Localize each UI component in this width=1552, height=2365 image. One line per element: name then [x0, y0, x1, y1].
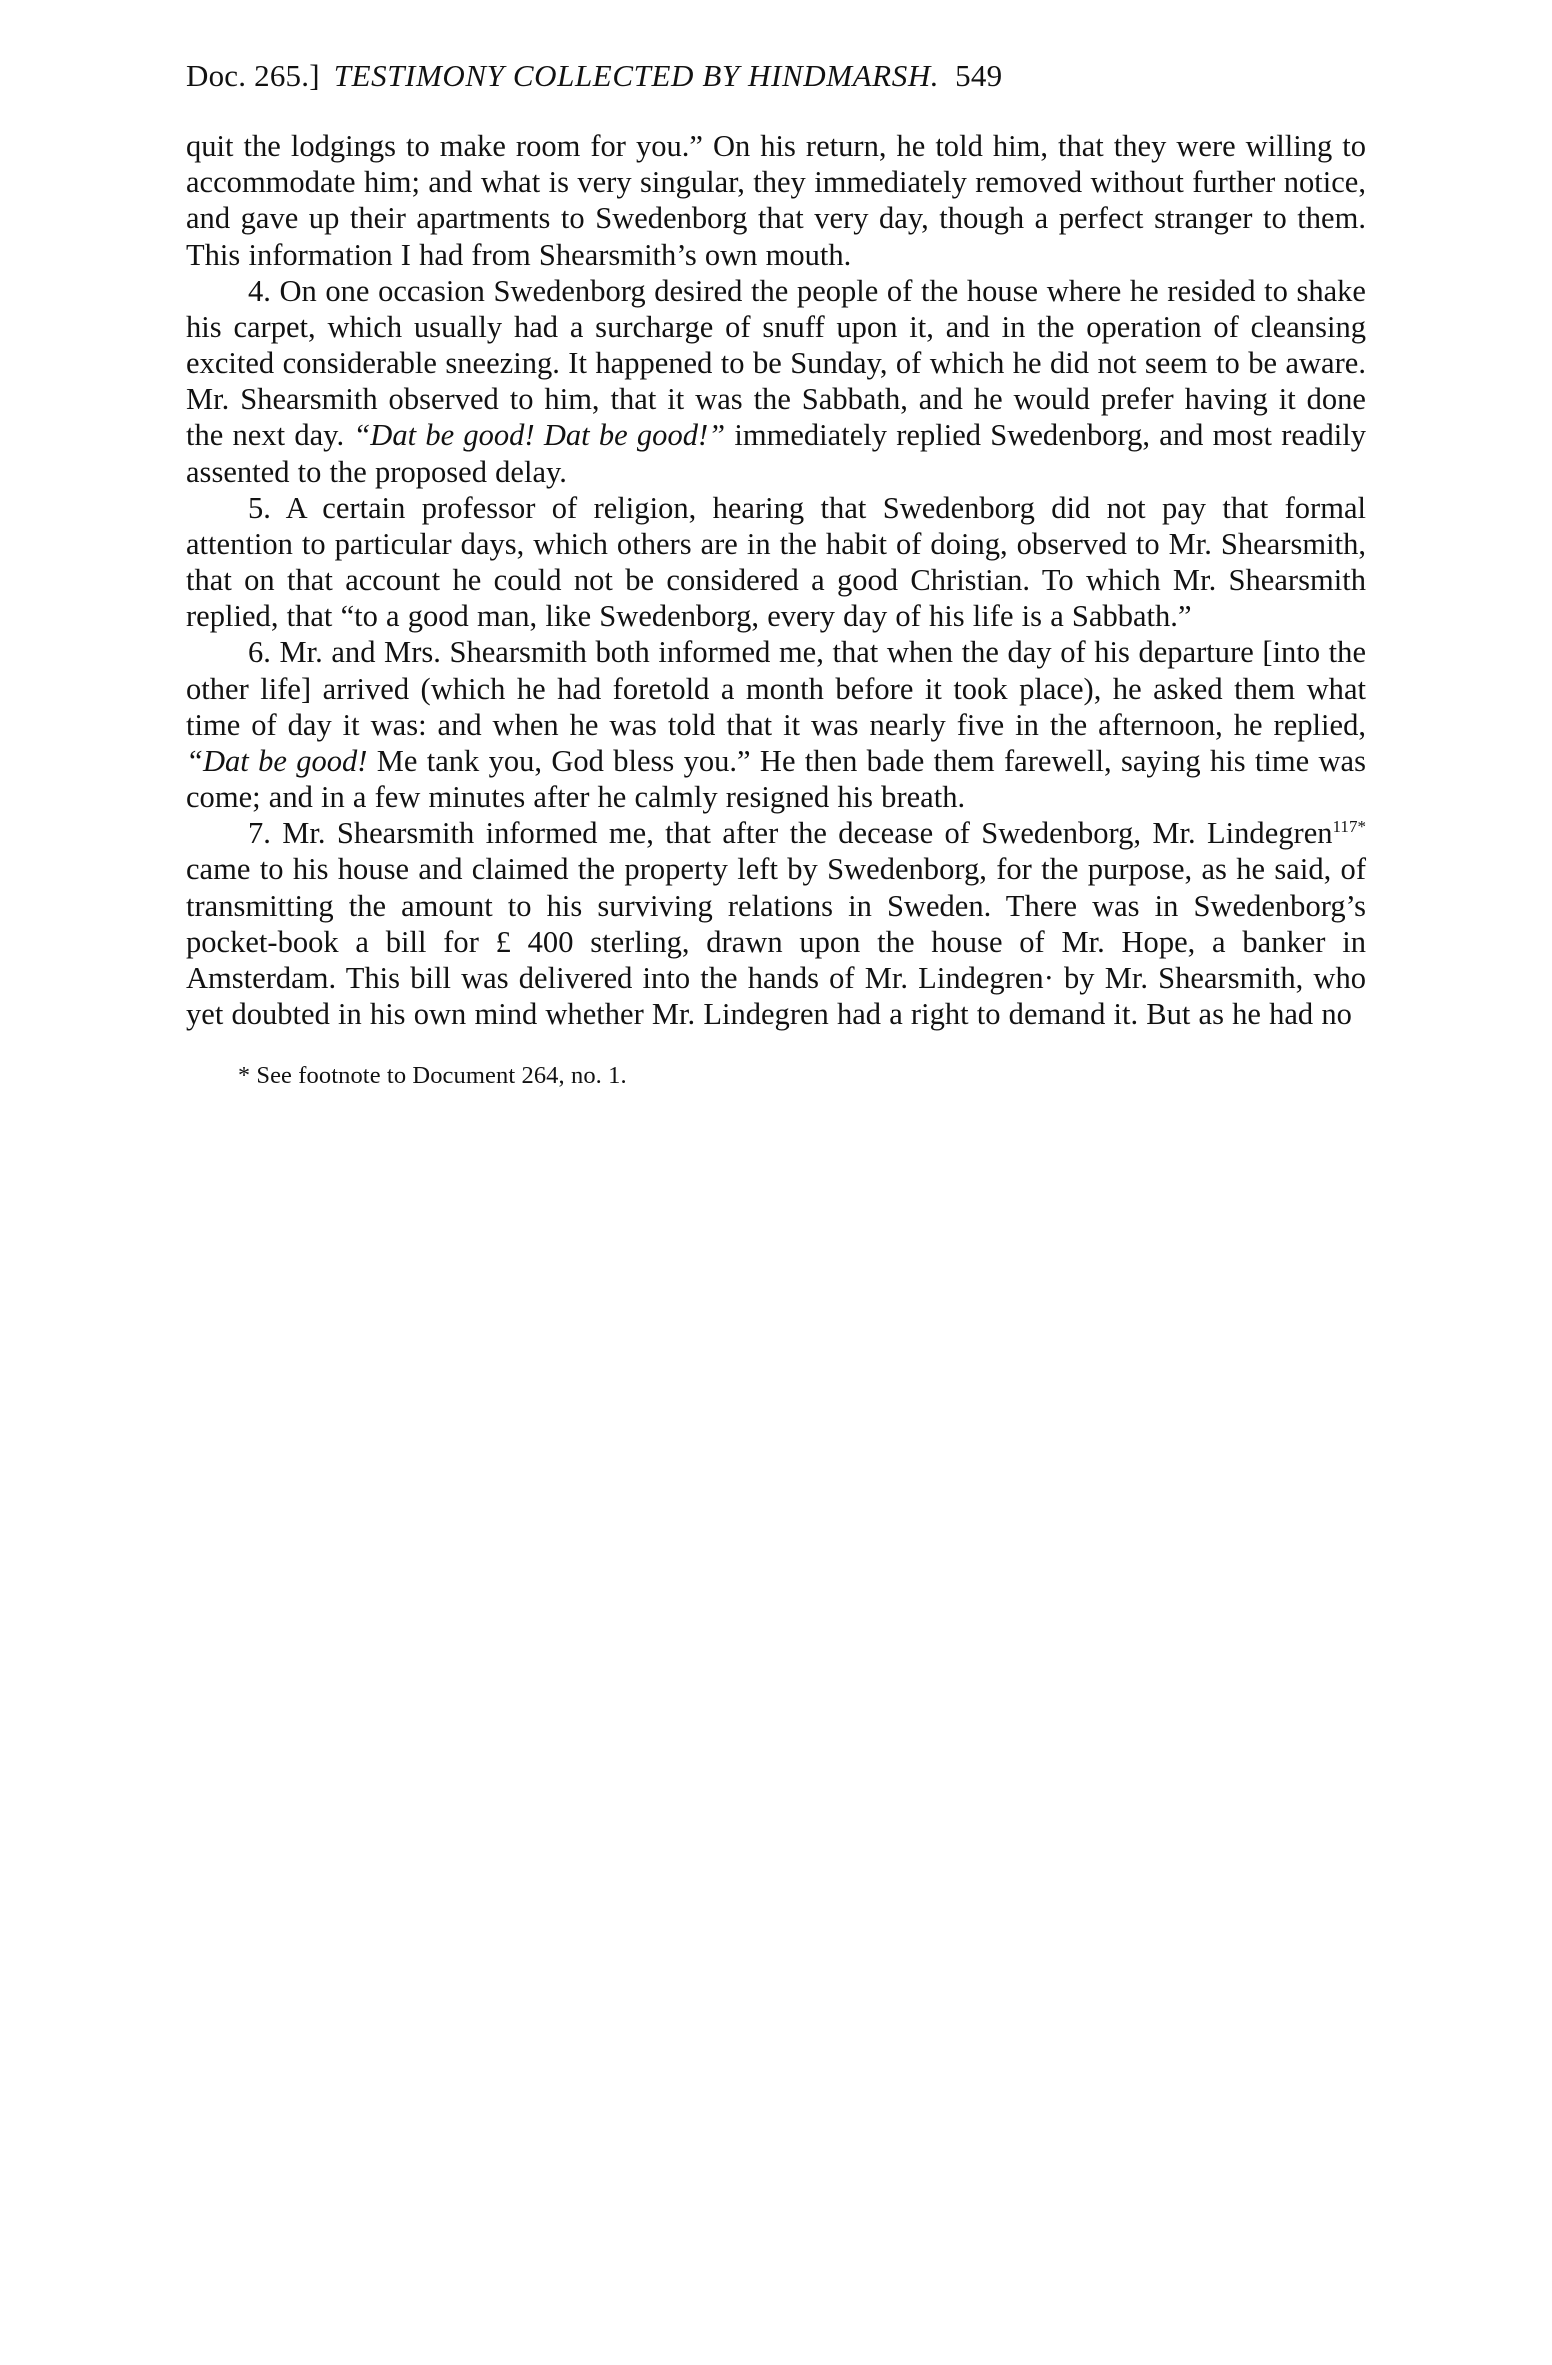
footnote-text: See footnote to Document 264, no. 1.	[256, 1062, 627, 1090]
paragraph-7-part-a: 7. Mr. Shearsmith informed me, that after the decease of Swedenborg, Mr. Lindegren	[248, 816, 1333, 851]
paragraph-6-quote: “Dat be good!	[186, 743, 368, 778]
header-title: TESTIMONY COLLECTED BY HINDMARSH.	[333, 58, 940, 93]
running-header	[186, 58, 1366, 94]
page-number: 549	[955, 58, 1003, 93]
footnote-reference-number: 117	[1332, 817, 1358, 837]
paragraph-4-part-a: 4. On one occasion Swedenborg desired the people of the house where he resided to shake his carpet, which usually had a surcharge of snuff upon it, and in the operation of cleansing excited considerable sneezing. It happened to be Sunday, of which he did not seem to be aware. Mr. Shearsmith observed to him, that it was the Sabbath, and he would prefer having it done the next day.	[186, 273, 1366, 453]
document-label: Doc. 265.]	[186, 58, 320, 93]
paragraph-4	[186, 273, 1366, 490]
page-footnote	[238, 1062, 1366, 1090]
paragraph-4-part-b: immediately replied Swedenborg, and most readily assented to the proposed delay.	[186, 418, 1367, 489]
paragraph-6-part-b: Me tank you, God bless you.” He then bade them farewell, saying his time was come; and in a few minutes after he calmly resigned his breath.	[186, 743, 1366, 815]
footnote-star-icon: *	[238, 1063, 251, 1090]
paragraph-7-part-b: came to his house and claimed the property left by Swedenborg, for the purpose, as he said, of transmitting the amount to his surviving relations in Sweden. There was in Swedenborg’s pocket-book a bill for £ 400 sterling, drawn upon the house of Mr. Hope, a banker in Amsterdam. This bill was delivered into the hands of Mr. Lindegren· by Mr. Shearsmith, who yet doubted in his own mind whether Mr. Lindegren had a right to demand it. But as he had no	[186, 852, 1366, 1032]
footnote-star-marker: *	[1357, 817, 1366, 837]
paragraph-6	[186, 634, 1366, 815]
paragraph-7	[186, 815, 1366, 1032]
paragraph-4-quote: “Dat be good! Dat be good!”	[353, 418, 726, 453]
paragraph-6-part-a: 6. Mr. and Mrs. Shearsmith both informed me, that when the day of his departure [into the other life] arrived (which he had foretold a month before it took place), he asked them what time of day it was: and when he was told that it was nearly five in the afternoon, he replied,	[186, 635, 1366, 742]
paragraph-5: 5. A certain professor of religion, hearing that Swedenborg did not pay that formal attention to particular days, which others are in the habit of doing, observed to Mr. Shearsmith, that on that account he could not be considered a good Christian. To which Mr. Shearsmith replied, that “to a good man, like Swedenborg, every day of his life is a Sabbath.”	[186, 490, 1366, 634]
page-content	[186, 58, 1366, 1090]
body-text	[186, 128, 1366, 1032]
paragraph-continued: quit the lodgings to make room for you.” On his return, he told him, that they were willing to accommodate him; and what is very singular, they immediately removed without further notice, and gave up their apartments to Swedenborg that very day, though a perfect stranger to them. This information I had from Shearsmith’s own mouth.	[186, 129, 1366, 272]
